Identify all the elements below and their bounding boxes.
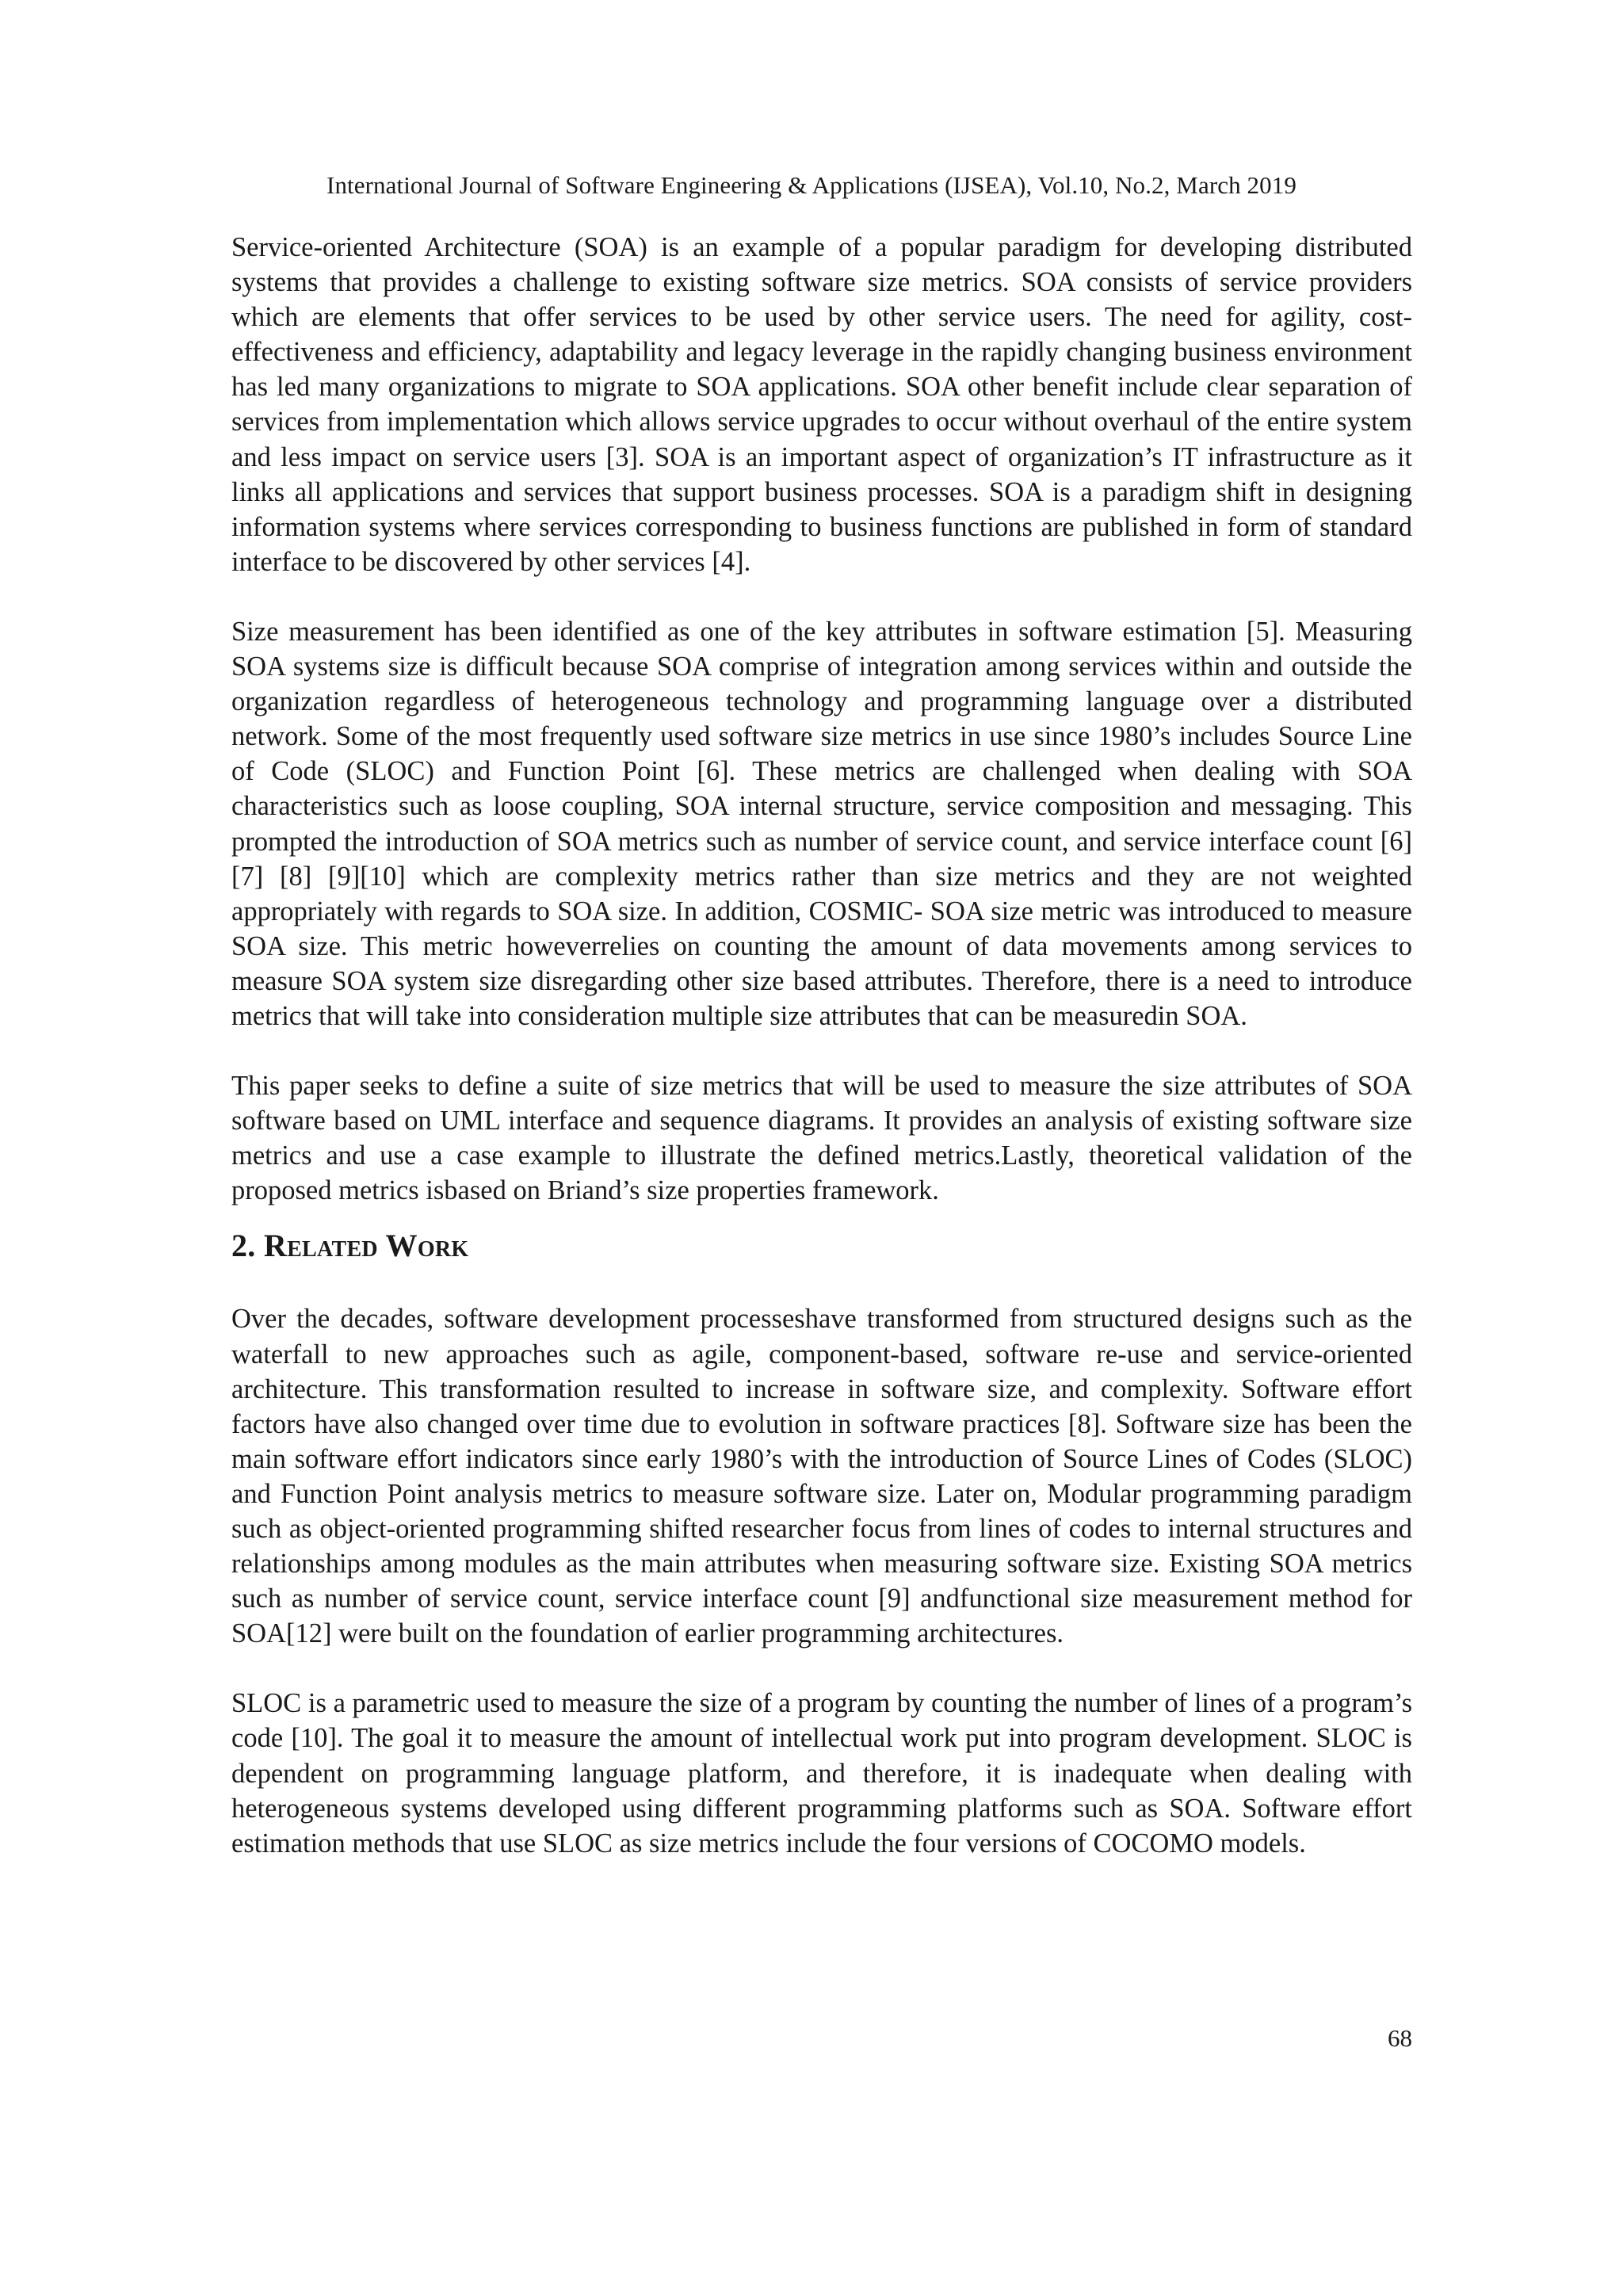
paragraph-gap <box>231 1651 1412 1686</box>
running-header: International Journal of Software Engineering & Applications (IJSEA), Vol.10, No.2, March 2019 <box>327 171 1296 199</box>
paragraph-sloc: SLOC is a parametric used to measure the size of a program by counting the number of lines of a program’s code [10]. The goal it to measure the amount of intellectual work put into program development. SLOC is dependent on programming language platform, and therefore, it is inadequate when dealing with heterogeneous systems developed using different programming platforms such as SOA. Software effort estimation methods that use SLOC as size metrics include the four versions of COCOMO models. <box>231 1688 1412 1859</box>
paragraph-gap <box>231 1033 1412 1068</box>
body-text <box>231 230 1412 1861</box>
section-heading-related-work: 2. Related Work <box>231 1228 469 1264</box>
paragraph-gap <box>231 579 1412 614</box>
paragraph-soa-intro: Service-oriented Architecture (SOA) is an example of a popular paradigm for developing distributed systems that provides a challenge to existing software size metrics. SOA consists of service providers which are elements that offer services to be used by other service users. The need for agility, cost-effectiveness and efficiency, adaptability and legacy leverage in the rapidly changing business environment has led many organizations to migrate to SOA applications. SOA other benefit include clear separation of services from implementation which allows service upgrades to occur without overhaul of the entire system and less impact on service users [3]. SOA is an important aspect of organization’s IT infrastructure as it links all applications and services that support business processes. SOA is a paradigm shift in designing information systems where services corresponding to business functions are published in form of standard interface to be discovered by other services [4]. <box>231 232 1412 577</box>
paragraph-related-work: Over the decades, software development processeshave transformed from structured designs such as the waterfall to new approaches such as agile, component-based, software re-use and service-oriented architecture. This transformation resulted to increase in software size, and complexity. Software effort factors have also changed over time due to evolution in software practices [8]. Software size has been the main software effort indicators since early 1980’s with the introduction of Source Lines of Codes (SLOC) and Function Point analysis metrics to measure software size. Later on, Modular programming paradigm such as object-oriented programming shifted researcher focus from lines of codes to internal structures and relationships among modules as the main attributes when measuring software size. Existing SOA metrics such as number of service count, service interface count [9] andfunctional size measurement method for SOA[12] were built on the foundation of earlier programming architectures. <box>231 1304 1412 1649</box>
paragraph-paper-aim: This paper seeks to define a suite of size metrics that will be used to measure the size attributes of SOA software based on UML interface and sequence diagrams. It provides an analysis of existing software size metrics and use a case example to illustrate the defined metrics.Lastly, theoretical validation of the proposed metrics isbased on Briand’s size properties framework. <box>231 1071 1412 1206</box>
paragraph-size-measurement: Size measurement has been identified as one of the key attributes in software estimation [5]. Measuring SOA systems size is difficult because SOA comprise of integration among services within and outside the organization regardless of heterogeneous technology and programming language over a distributed network. Some of the most frequently used software size metrics in use since 1980’s includes Source Line of Code (SLOC) and Function Point [6]. These metrics are challenged when dealing with SOA characteristics such as loose coupling, SOA internal structure, service composition and messaging. This prompted the introduction of SOA metrics such as number of service count, and service interface count [6] [7] [8] [9][10] which are complexity metrics rather than size metrics and they are not weighted appropriately with regards to SOA size. In addition, COSMIC- SOA size metric was introduced to measure SOA size. This metric howeverrelies on counting the amount of data movements among services to measure SOA system size disregarding other size based attributes. Therefore, there is a need to introduce metrics that will take into consideration multiple size attributes that can be measuredin SOA. <box>231 616 1412 1031</box>
page-number: 68 <box>1388 2024 1412 2052</box>
